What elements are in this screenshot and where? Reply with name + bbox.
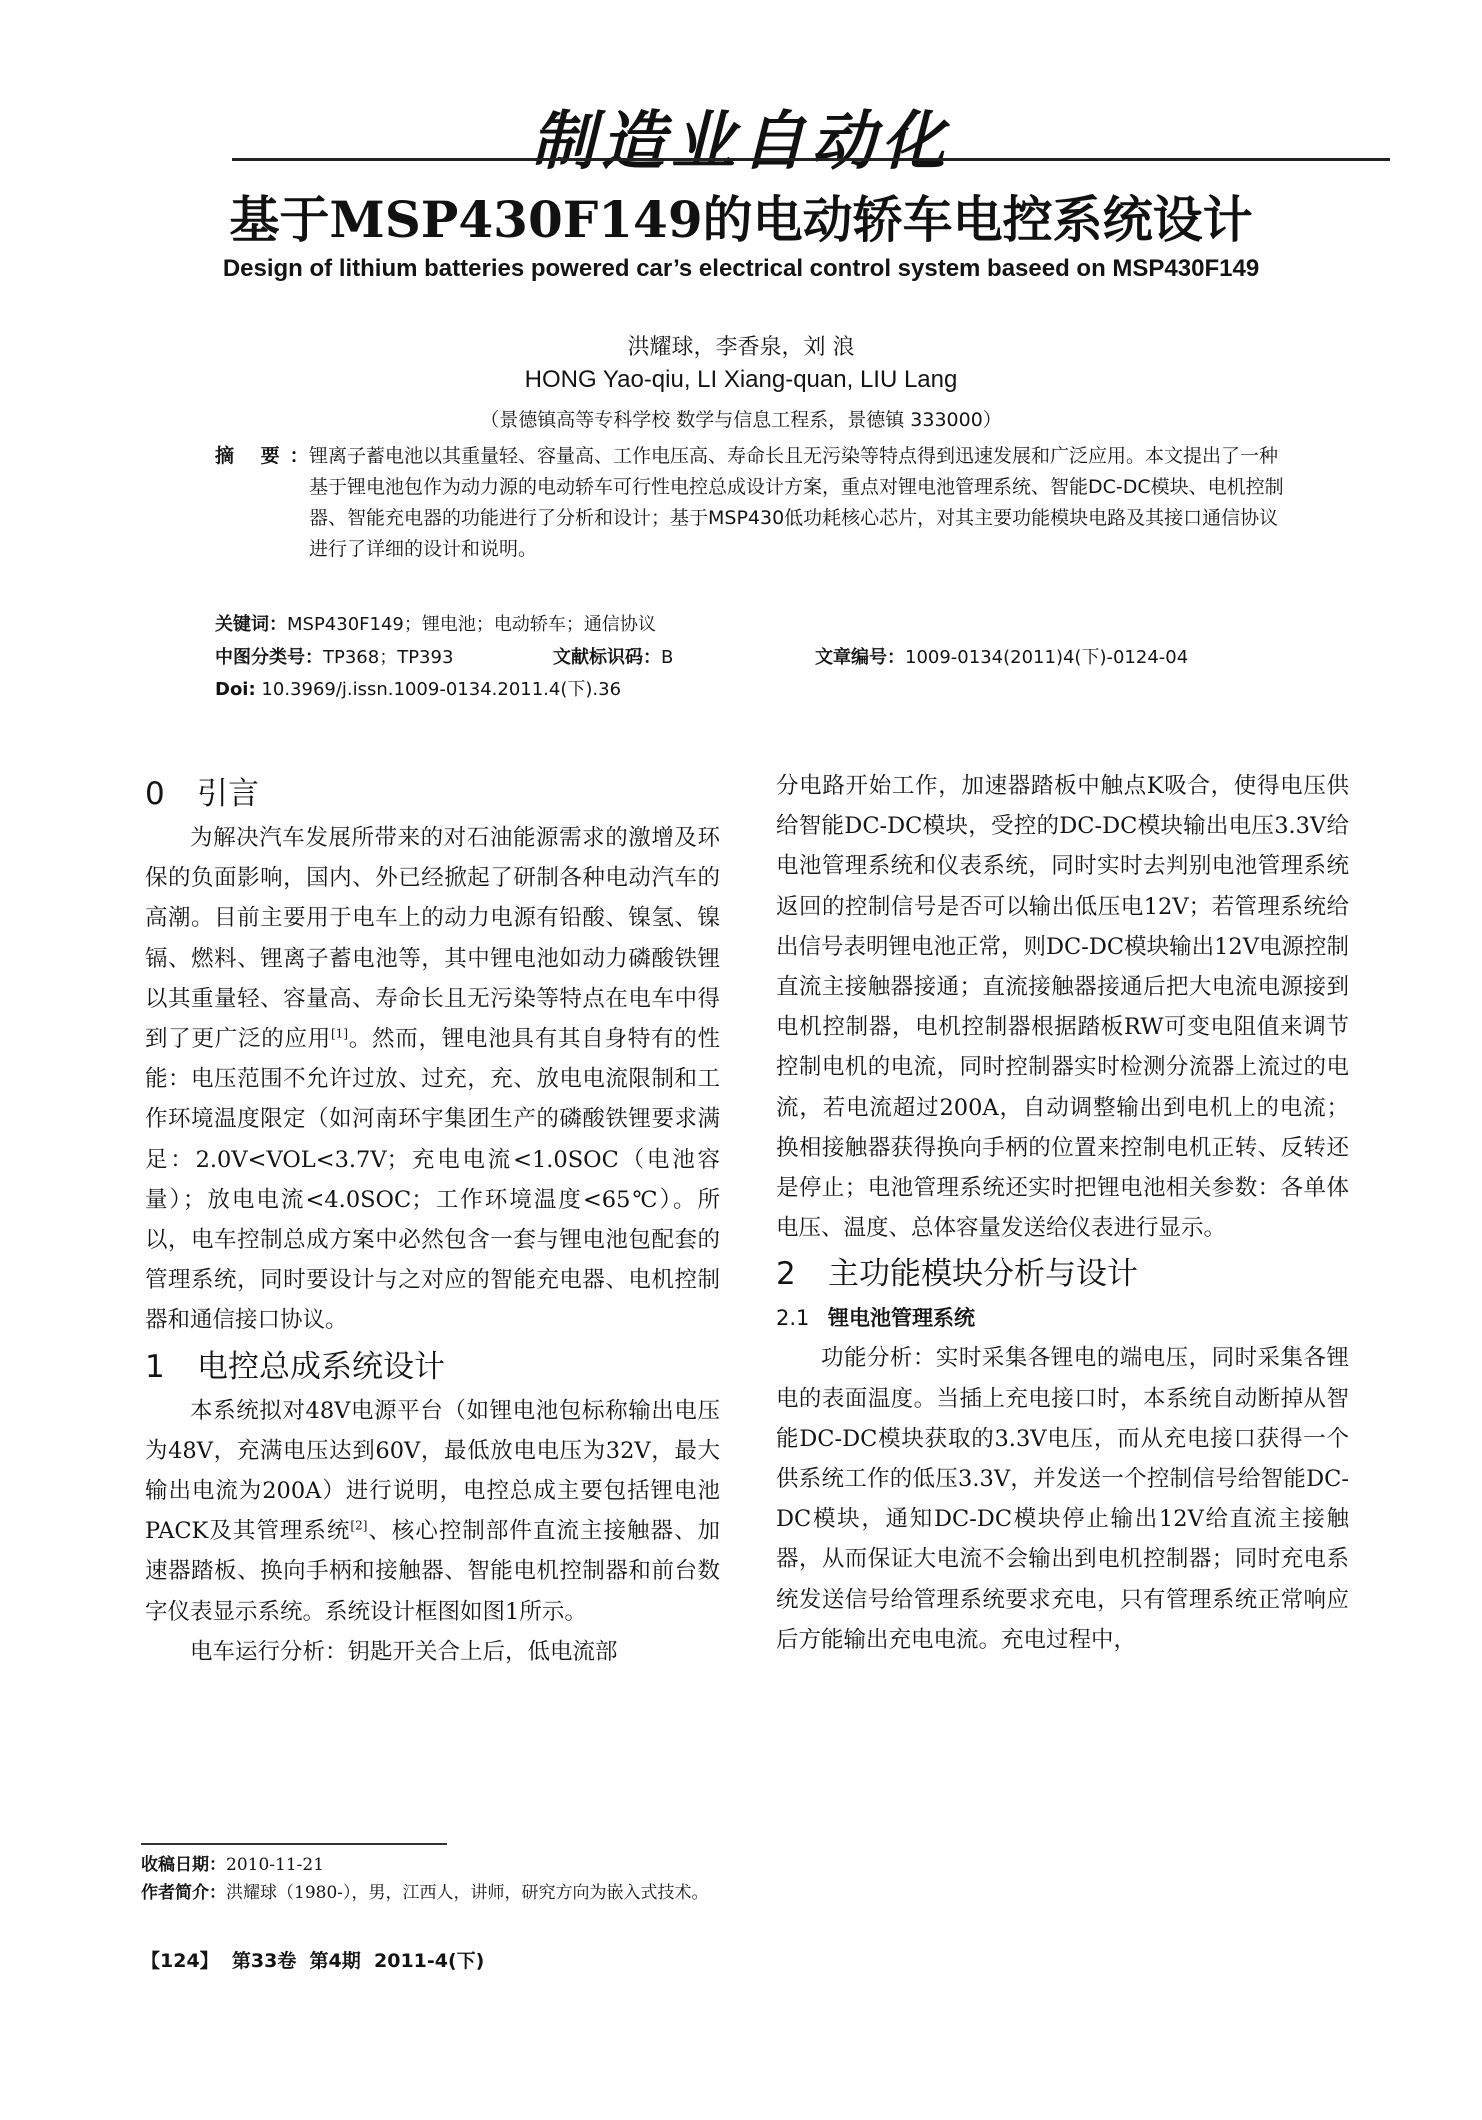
classification-label: 中图分类号： xyxy=(215,647,323,668)
right-continued-paragraph: 分电路开始工作，加速器踏板中触点K吸合，使得电压供给智能DC-DC模块，受控的DC-DC模块输出电压3.3V给电池管理系统和仪表系统，同时实时去判别电池管理系统返回的控制信号是否可以输出低压电12V；若管理系统给出信号表明锂电池正常，则DC-DC模块输出12V电源控制直流主接触器接通；直流接触器接通后把大电流电源接到电机控制器，电机控制器根据踏板RW可变电阻值来调节控制电机的电流，同时控制器实时检测分流器上流过的电流，若电流超过200A，自动调整输出到电机上的电流；换相接触器获得换向手柄的位置来控制电机正转、反转还是停止；电池管理系统还实时把锂电池相关参数：各单体电压、温度、总体容量发送给仪表进行显示。 xyxy=(776,773,1349,1242)
title-chinese: 基于MSP430F149的电动轿车电控系统设计 xyxy=(229,190,1253,249)
doc-code-label: 文献标识码： xyxy=(553,647,661,668)
section-2-1-number: 2.1 xyxy=(776,1306,810,1331)
abstract-label: 摘 要： xyxy=(215,445,319,467)
author-bio-value: 洪耀球（1980-），男，江西人，讲师，研究方向为嵌入式技术。 xyxy=(226,1883,709,1903)
left-column xyxy=(145,770,720,1672)
doi-text: 10.3969/j.issn.1009-0134.2011.4(下).36 xyxy=(261,679,622,700)
masthead-rule xyxy=(232,158,1390,161)
article-number-line xyxy=(815,645,1295,671)
journal-masthead: 制造业自动化 xyxy=(531,104,951,179)
doi-label: Doi: xyxy=(215,679,256,700)
article-number-label: 文章编号： xyxy=(815,647,905,668)
right-column xyxy=(776,766,1349,1660)
reference-2: [2] xyxy=(350,1518,368,1533)
classification-text: TP368；TP393 xyxy=(323,647,454,668)
section-2-number: 2 xyxy=(776,1256,796,1293)
received-date xyxy=(141,1853,1241,1877)
abstract xyxy=(215,441,1295,565)
section-2-heading xyxy=(776,1250,1349,1298)
section-2-title: 主功能模块分析与设计 xyxy=(828,1256,1138,1293)
doi-line xyxy=(215,677,1295,703)
section-2-1-title: 锂电池管理系统 xyxy=(828,1306,975,1331)
affiliation: （景德镇高等专科学校 数学与信息工程系，景德镇 333000） xyxy=(480,409,1002,431)
doc-code-text: B xyxy=(661,647,674,668)
author-bio xyxy=(141,1881,1241,1905)
received-value: 2010-11-21 xyxy=(226,1855,325,1875)
abstract-text: 锂离子蓄电池以其重量轻、容量高、工作电压高、寿命长且无污染等特点得到迅速发展和广泛应用。本文提出了一种基于锂电池包作为动力源的电动轿车可行性电控总成设计方案，重点对锂电池管理系统、智能DC-DC模块、电机控制器、智能充电器的功能进行了分析和设计；基于MSP430低功耗核心芯片，对其主要功能模块电路及其接口通信协议进行了详细的设计和说明。 xyxy=(309,445,1284,560)
received-label: 收稿日期： xyxy=(141,1855,226,1875)
section-1-paragraph-1 xyxy=(145,1391,720,1632)
keywords-label: 关键词： xyxy=(215,614,287,635)
section-1-title: 电控总成系统设计 xyxy=(197,1348,445,1385)
section-0-paragraph xyxy=(145,818,720,1341)
footnote-rule xyxy=(141,1843,447,1845)
article-number-text: 1009-0134(2011)4(下)-0124-04 xyxy=(905,647,1189,668)
section-0-heading xyxy=(145,770,720,818)
keywords-text: MSP430F149；锂电池；电动轿车；通信协议 xyxy=(287,614,656,635)
section-1-text-a: 本系统拟对48V电源平台（如锂电池包标称输出电压为48V，充满电压达到60V，最低放电电压为32V，最大输出电流为200A）进行说明，电控总成主要包括锂电池PACK及其管理系统 xyxy=(145,1397,720,1545)
section-1-heading xyxy=(145,1343,720,1391)
authors-chinese: 洪耀球，李香泉，刘 浪 xyxy=(627,335,855,360)
section-0-text-a: 为解决汽车发展所带来的对石油能源需求的激增及环保的负面影响，国内、外已经掀起了研制各种电动汽车的高潮。目前主要用于电车上的动力电源有铅酸、镍氢、镍镉、燃料、锂离子蓄电池等，其中锂电池如动力磷酸铁锂以其重量轻、容量高、寿命长且无污染等特点在电车中得到了更广泛的应用 xyxy=(145,825,720,1053)
section-1-number: 1 xyxy=(145,1348,165,1385)
title-english: Design of lithium batteries powered car’s electrical control system baseed on MSP430F149 xyxy=(222,255,1260,282)
section-0-text-b: 。然而，锂电池具有其自身特有的性能：电压范围不允许过放、过充，充、放电电流限制和工作环境温度限定（如河南环宇集团生产的磷酸铁锂要求满足：2.0V<VOL<3.7V；充电电流<1.0SOC（电池容量）；放电电流<4.0SOC；工作环境温度<65℃）。所以，电车控制总成方案中必然包含一套与锂电池包配套的管理系统，同时要设计与之对应的智能充电器、电机控制器和通信接口协议。 xyxy=(145,1026,720,1334)
page-footer: 【124】 第33卷 第4期 2011-4(下) xyxy=(141,1950,485,1972)
reference-1: [1] xyxy=(331,1026,348,1041)
section-0-title: 引言 xyxy=(197,776,259,812)
doc-code-line xyxy=(553,645,813,671)
authors-english: HONG Yao-qiu, LI Xiang-quan, LIU Lang xyxy=(524,366,958,393)
keywords xyxy=(215,612,1295,638)
section-2-1-paragraph: 功能分析：实时采集各锂电的端电压，同时采集各锂电的表面温度。当插上充电接口时，本系统自动断掉从智能DC-DC模块获取的3.3V电压，而从充电接口获得一个供系统工作的低压3.3V，并发送一个控制信号给智能DC-DC模块，通知DC-DC模块停止输出12V给直流主接触器，从而保证大电流不会输出到电机控制器；同时充电系统发送信号给管理系统要求充电，只有管理系统正常响应后方能输出充电电流。充电过程中， xyxy=(776,1345,1349,1653)
section-1-text-b: 、核心控制部件直流主接触器、加速器踏板、换向手柄和接触器、智能电机控制器和前台数字仪表显示系统。系统设计框图如图1所示。 xyxy=(145,1518,720,1625)
section-2-1-heading xyxy=(776,1298,1349,1338)
author-bio-label: 作者简介： xyxy=(141,1883,226,1903)
section-1-paragraph-2: 电车运行分析：钥匙开关合上后，低电流部 xyxy=(190,1638,618,1665)
section-0-number: 0 xyxy=(145,776,165,812)
